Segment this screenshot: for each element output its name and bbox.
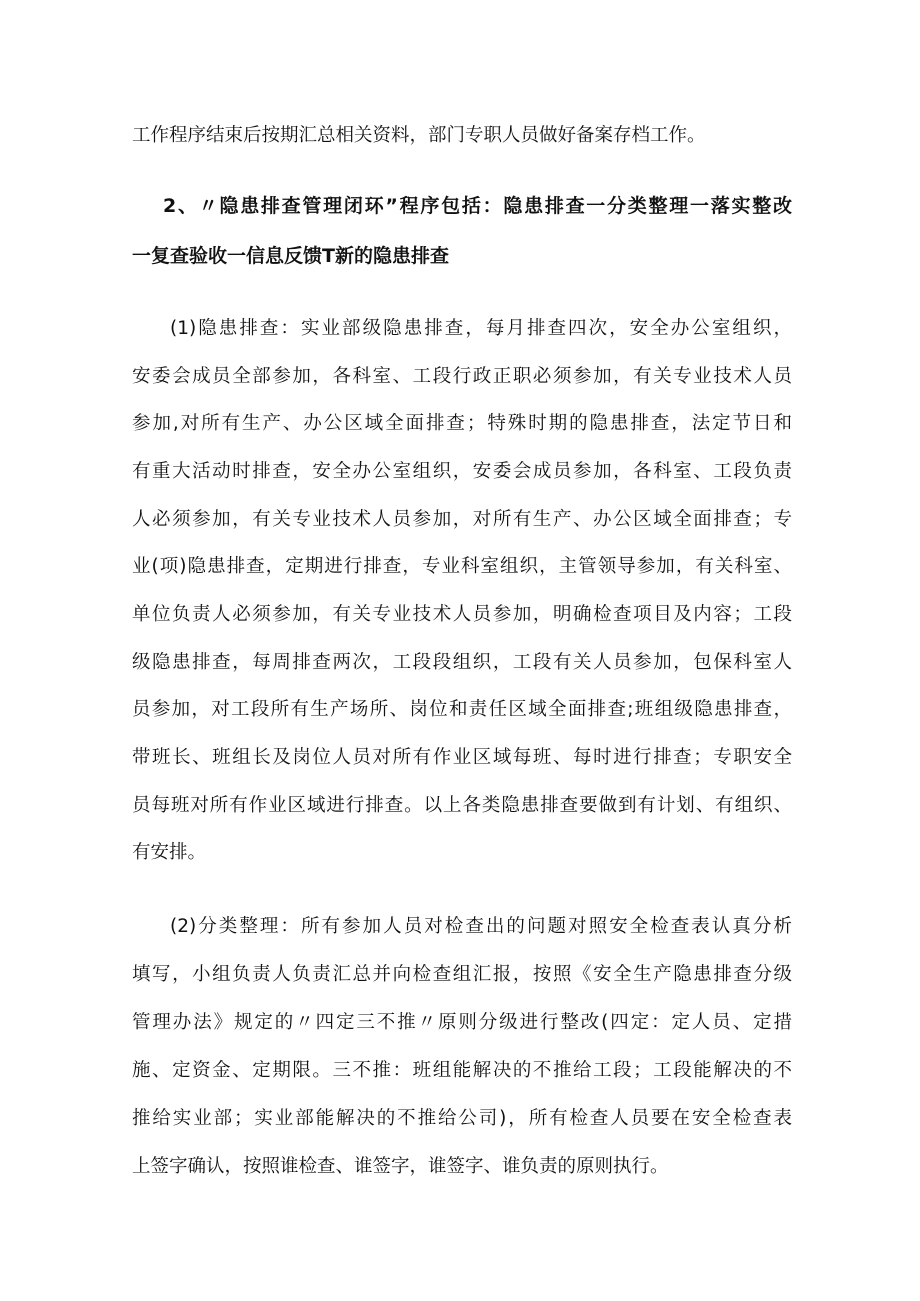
section1-line-1: (1)隐患排查：实业部级隐患排查，每月排查四次，安全办公室组织，	[170, 318, 792, 339]
section1-line-9: 员参加，对工段所有生产场所、岗位和责任区域全面排查;班组级隐患排查，	[132, 699, 792, 720]
intro-line: 工作程序结束后按期汇总相关资料，部门专职人员做好备案存档工作。	[132, 125, 706, 146]
section1-line-6: 业(项)隐患排查，定期进行排查，专业科室组织，主管领导参加，有关科室、	[132, 556, 792, 577]
section1-line-8: 级隐患排查，每周排查两次，工段段组织，工段有关人员参加，包保科室人	[132, 652, 792, 673]
section1-line-5: 人必须参加，有关专业技术人员参加，对所有生产、办公区域全面排查；专	[132, 509, 792, 530]
section1-line-11: 员每班对所有作业区域进行排查。以上各类隐患排查要做到有计划、有组织、	[132, 795, 792, 816]
heading-line-2: 一复查验收一信息反馈T新的隐患排查	[132, 245, 449, 267]
section1-line-10: 带班长、班组长及岗位人员对所有作业区域每班、每时进行排查；专职安全	[132, 747, 792, 768]
section2-line-3: 管理办法》规定的〃四定三不推〃原则分级进行整改(四定：定人员、定措	[132, 1012, 792, 1033]
section1-line-12: 有安排。	[132, 842, 207, 863]
section2-line-1: (2)分类整理：所有参加人员对检查出的问题对照安全检查表认真分析	[170, 916, 792, 937]
section1-line-3: 参加,对所有生产、办公区域全面排查；特殊时期的隐患排查，法定节日和	[132, 413, 792, 434]
section2-line-2: 填写，小组负责人负责汇总并向检查组汇报，按照《安全生产隐患排查分级	[132, 964, 792, 985]
section1-line-2: 安委会成员全部参加，各科室、工段行政正职必须参加，有关专业技术人员	[132, 366, 792, 387]
section1-line-7: 单位负责人必须参加，有关专业技术人员参加，明确检查项目及内容；工段	[132, 604, 792, 625]
heading-line-1: 2、〃隐患排查管理闭环”程序包括：隐患排查一分类整理一落实整改	[163, 195, 792, 217]
section2-line-6: 上签字确认，按照谁检查、谁签字，谁签字、谁负责的原则执行。	[132, 1156, 669, 1177]
section2-line-5: 推给实业部；实业部能解决的不推给公司)，所有检查人员要在安全检查表	[132, 1108, 792, 1129]
section1-line-4: 有重大活动时排查，安全办公室组织，安委会成员参加，各科室、工段负责	[132, 461, 792, 482]
section2-line-4: 施、定资金、定期限。三不推：班组能解决的不推给工段；工段能解决的不	[132, 1060, 792, 1081]
